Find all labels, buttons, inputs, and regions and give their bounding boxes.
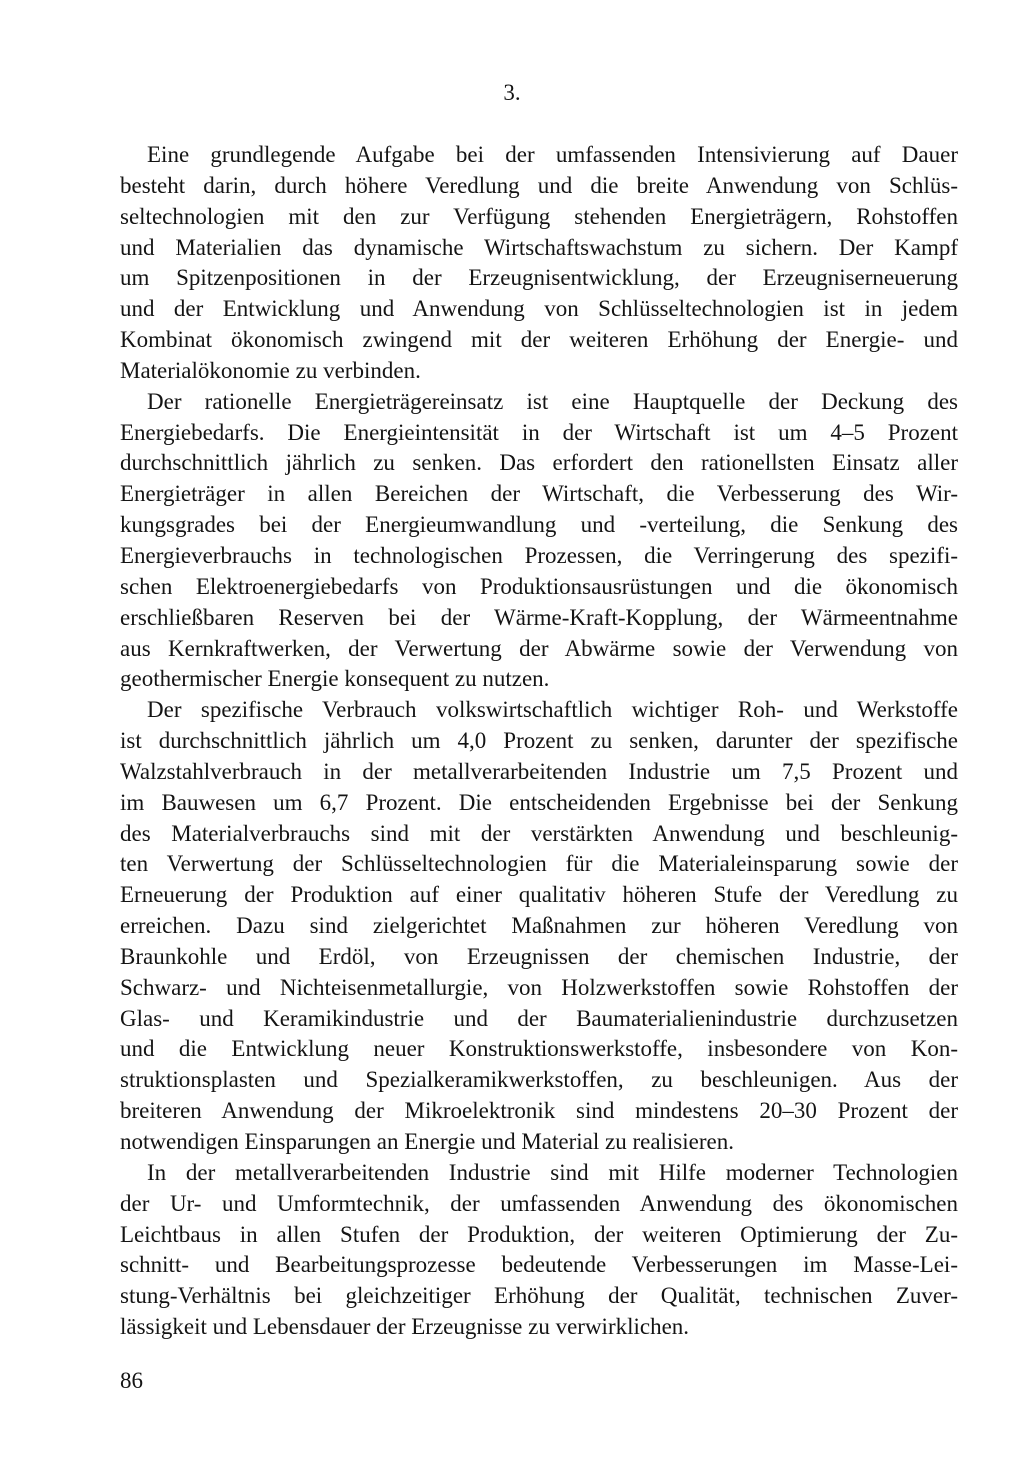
text-line: Glas- und Keramikindustrie und der Baumaterialienindustrie durchzusetzen — [120, 1005, 958, 1031]
text-line: des Materialverbrauchs sind mit der verstärkten Anwendung und beschleunig- — [120, 820, 958, 846]
text-line: und der Entwicklung und Anwendung von Schlüsseltechnologien ist in jedem — [120, 296, 958, 322]
text-line: kungsgrades bei der Energieumwandlung und -verteilung, die Senkung des — [120, 512, 958, 538]
body-text — [120, 140, 958, 1343]
text-line: Materialökonomie zu verbinden. — [120, 357, 421, 383]
text-line: und die Entwicklung neuer Konstruktionswerkstoffe, insbesondere von Kon- — [120, 1036, 958, 1062]
text-line: In der metallverarbeitenden Industrie sind mit Hilfe moderner Technologien — [147, 1159, 958, 1185]
text-line: schen Elektroenergiebedarfs von Produktionsausrüstungen und die ökonomisch — [120, 573, 958, 599]
text-line: Der rationelle Energieträgereinsatz ist eine Hauptquelle der Deckung des — [147, 388, 958, 414]
text-line: geothermischer Energie konsequent zu nutzen. — [120, 666, 550, 692]
text-line: struktionsplasten und Spezialkeramikwerkstoffen, zu beschleunigen. Aus der — [120, 1067, 958, 1093]
text-line: der Ur- und Umformtechnik, der umfassenden Anwendung des ökonomischen — [120, 1190, 958, 1216]
text-line: ist durchschnittlich jährlich um 4,0 Prozent zu senken, darunter der spezifische — [120, 728, 958, 754]
text-line: Schwarz- und Nichteisenmetallurgie, von Holzwerkstoffen sowie Rohstoffen der — [120, 974, 958, 1000]
text-line: erreichen. Dazu sind zielgerichtet Maßnahmen zur höheren Veredlung von — [120, 913, 958, 939]
text-line: Leichtbaus in allen Stufen der Produktion, der weiteren Optimierung der Zu- — [120, 1221, 958, 1247]
text-line: Kombinat ökonomisch zwingend mit der weiteren Erhöhung der Energie- und — [120, 327, 958, 353]
text-line: Der spezifische Verbrauch volkswirtschaftlich wichtiger Roh- und Werkstoffe — [147, 697, 958, 723]
paragraph — [120, 1158, 958, 1343]
text-line: besteht darin, durch höhere Veredlung und die breite Anwendung von Schlüs- — [120, 172, 958, 198]
text-line: notwendigen Einsparungen an Energie und Material zu realisieren. — [120, 1129, 734, 1154]
text-line: aus Kernkraftwerken, der Verwertung der Abwärme sowie der Verwendung von — [120, 635, 958, 661]
text-line: Energiebedarfs. Die Energieintensität in der Wirtschaft ist um 4–5 Prozent — [120, 419, 958, 445]
text-line: Erneuerung der Produktion auf einer qualitativ höheren Stufe der Veredlung zu — [120, 882, 958, 908]
text-line: Braunkohle und Erdöl, von Erzeugnissen der chemischen Industrie, der — [120, 943, 958, 969]
text-line: stung-Verhältnis bei gleichzeitiger Erhöhung der Qualität, technischen Zuver- — [120, 1283, 958, 1309]
text-line: Energieträger in allen Bereichen der Wirtschaft, die Verbesserung des Wir- — [120, 481, 958, 507]
text-line: und Materialien das dynamische Wirtschaftswachstum zu sichern. Der Kampf — [120, 234, 958, 260]
text-line: seltechnologien mit den zur Verfügung stehenden Energieträgern, Rohstoffen — [120, 203, 958, 229]
text-line: um Spitzenpositionen in der Erzeugnisentwicklung, der Erzeugniserneuerung — [120, 265, 958, 291]
text-line: im Bauwesen um 6,7 Prozent. Die entscheidenden Ergebnisse bei der Senkung — [120, 789, 958, 815]
text-line: schnitt- und Bearbeitungsprozesse bedeutende Verbesserungen im Masse-Lei- — [120, 1252, 958, 1278]
text-line: Energieverbrauchs in technologischen Prozessen, die Verringerung des spezifi- — [120, 542, 958, 568]
text-line: erschließbaren Reserven bei der Wärme-Kraft-Kopplung, der Wärmeentnahme — [120, 604, 958, 630]
page-number: 86 — [120, 1368, 143, 1393]
text-line: breiteren Anwendung der Mikroelektronik sind mindestens 20–30 Prozent der — [120, 1098, 958, 1124]
paragraph — [120, 695, 958, 1158]
text-line: lässigkeit und Lebensdauer der Erzeugnisse zu verwirklichen. — [120, 1314, 690, 1340]
paragraph — [120, 140, 958, 387]
text-line: ten Verwertung der Schlüsseltechnologien für die Materialeinsparung sowie der — [120, 851, 958, 877]
text-line: Walzstahlverbrauch in der metallverarbeitenden Industrie um 7,5 Prozent und — [120, 758, 958, 784]
section-number: 3. — [503, 80, 521, 105]
text-line: durchschnittlich jährlich zu senken. Das erfordert den rationellsten Einsatz aller — [120, 450, 958, 476]
paragraph — [120, 387, 958, 695]
text-line: Eine grundlegende Aufgabe bei der umfassenden Intensivierung auf Dauer — [147, 142, 958, 167]
